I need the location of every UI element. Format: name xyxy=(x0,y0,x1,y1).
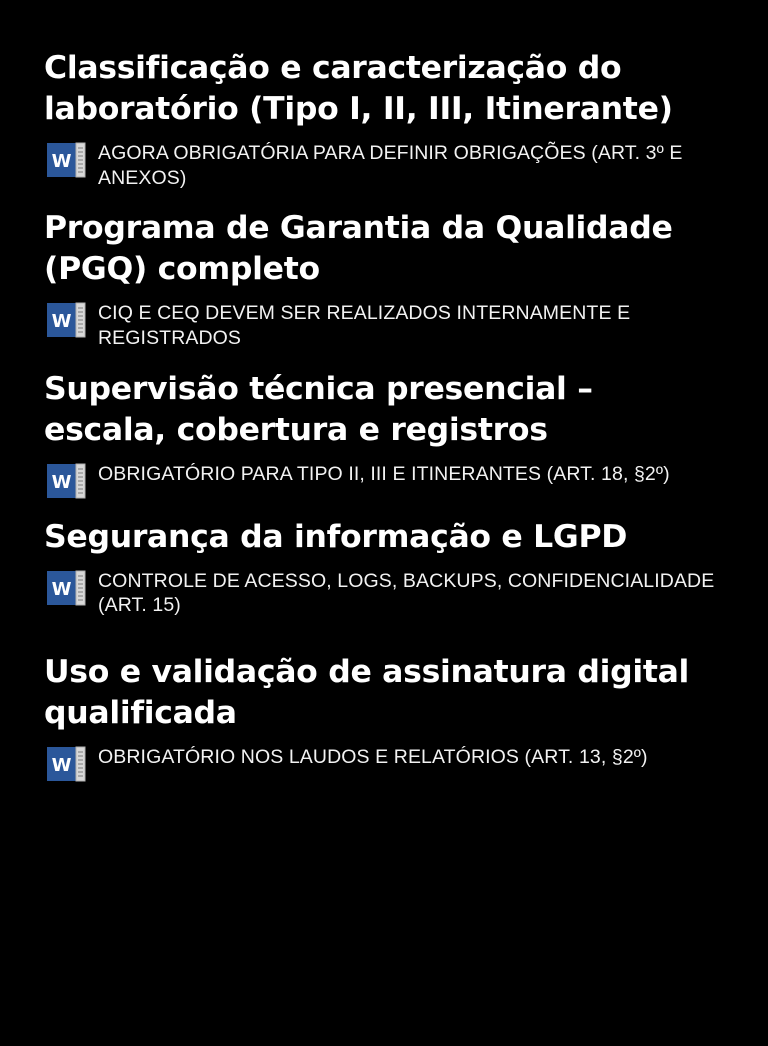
word-document-icon xyxy=(46,302,86,338)
word-document-icon xyxy=(46,142,86,178)
section-block xyxy=(44,652,738,782)
section-block xyxy=(44,517,738,618)
word-document-icon xyxy=(46,463,86,499)
svg-text:W: W xyxy=(51,754,72,776)
bullet-item xyxy=(44,461,738,499)
bullet-text: CONTROLE DE ACESSO, LOGS, BACKUPS, CONFIDENCIALIDADE (ART. 15) xyxy=(98,569,715,617)
bullet-text: CIQ E CEQ DEVEM SER REALIZADOS INTERNAMENTE E REGISTRADOS xyxy=(98,302,631,349)
section-heading: Segurança da informação e LGPD xyxy=(44,518,628,555)
bullet-item xyxy=(44,744,738,782)
word-document-icon xyxy=(46,570,86,606)
section-heading: Programa de Garantia da Qualidade (PGQ) completo xyxy=(44,210,673,288)
svg-text:W: W xyxy=(51,150,72,172)
bullet-item xyxy=(44,140,738,191)
section-block xyxy=(44,208,738,350)
bullet-text: OBRIGATÓRIO PARA TIPO II, III E ITINERANTES (ART. 18, §2º) xyxy=(98,462,670,485)
section-heading: Supervisão técnica presencial – escala, cobertura e registros xyxy=(44,370,593,448)
bullet-text: AGORA OBRIGATÓRIA PARA DEFINIR OBRIGAÇÕES (ART. 3º E ANEXOS) xyxy=(98,141,683,189)
bullet-item xyxy=(44,300,738,351)
svg-text:W: W xyxy=(51,578,72,600)
svg-text:W: W xyxy=(51,471,72,493)
word-document-icon xyxy=(46,746,86,782)
section-block xyxy=(44,48,738,190)
bullet-item xyxy=(44,568,738,619)
bullet-text: OBRIGATÓRIO NOS LAUDOS E RELATÓRIOS (ART. 13, §2º) xyxy=(98,745,648,768)
section-block xyxy=(44,369,738,499)
svg-text:W: W xyxy=(51,311,72,333)
section-heading: Uso e validação de assinatura digital qualificada xyxy=(44,654,690,731)
section-heading: Classificação e caracterização do laboratório (Tipo I, II, III, Itinerante) xyxy=(44,50,673,127)
